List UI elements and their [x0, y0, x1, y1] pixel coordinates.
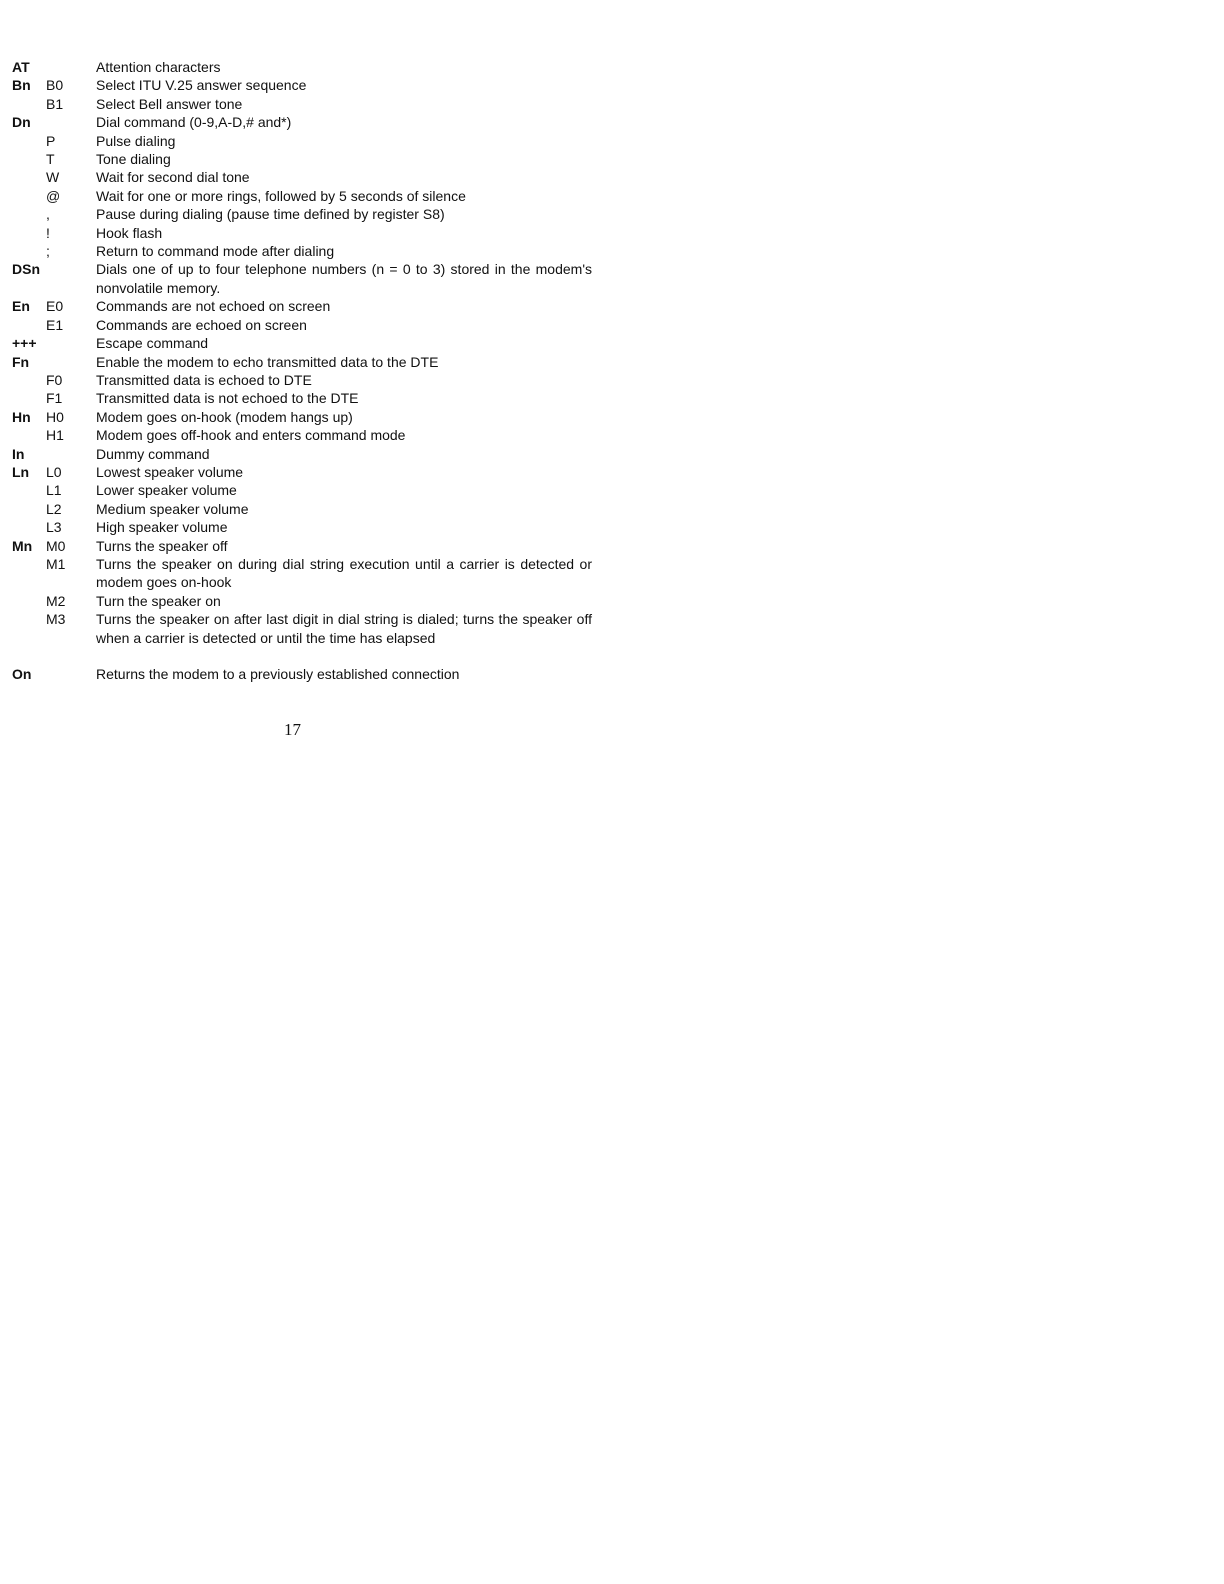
command-description: Select Bell answer tone	[96, 95, 243, 112]
command-description: Wait for one or more rings, followed by 5 seconds of silence	[96, 187, 466, 204]
command-description: Select ITU V.25 answer sequence	[96, 77, 307, 94]
command-row	[12, 371, 592, 389]
command-option: F1	[46, 390, 63, 407]
command-row	[12, 150, 592, 168]
command-row	[12, 463, 592, 481]
command-row	[12, 334, 592, 352]
command-description: Commands are not echoed on screen	[96, 298, 331, 315]
command-row	[12, 537, 592, 555]
command-description: Turns the speaker on during dial string execution until a carrier is detected or modem goes on-hook	[96, 555, 592, 591]
command-name: Hn	[12, 408, 31, 425]
command-description: Turns the speaker on after last digit in dial string is dialed; turns the speaker off when a carrier is detected or until the time has elapsed	[96, 611, 592, 646]
command-name: Mn	[12, 537, 33, 554]
command-option: B0	[46, 77, 64, 94]
command-option: L1	[46, 482, 62, 499]
command-option: M0	[46, 537, 66, 554]
page-number: 17	[284, 720, 301, 739]
command-option: P	[46, 132, 56, 149]
command-description: Transmitted data is not echoed to the DTE	[96, 390, 359, 407]
command-row	[12, 555, 592, 592]
command-description: Dials one of up to four telephone numbers (n = 0 to 3) stored in the modem's nonvolatile memory.	[96, 261, 592, 296]
command-row	[12, 353, 592, 371]
command-row	[12, 610, 592, 647]
command-description: Hook flash	[96, 224, 163, 241]
command-name: +++	[12, 335, 37, 352]
command-name: AT	[12, 59, 30, 75]
command-name: Bn	[12, 77, 31, 94]
command-description: Transmitted data is echoed to DTE	[96, 371, 312, 388]
command-option: L2	[46, 500, 62, 517]
command-description: Dial command (0-9,A-D,# and*)	[96, 114, 292, 131]
command-description: High speaker volume	[96, 519, 228, 536]
command-description: Lowest speaker volume	[96, 463, 244, 480]
command-name: On	[12, 666, 32, 682]
command-row	[12, 168, 592, 186]
command-description: Pause during dialing (pause time defined by register S8)	[96, 206, 445, 223]
command-name: DSn	[12, 261, 40, 278]
command-description: Modem goes on-hook (modem hangs up)	[96, 408, 353, 425]
command-description: Medium speaker volume	[96, 500, 249, 517]
command-row	[12, 518, 592, 536]
command-option: M1	[46, 555, 66, 572]
command-option: T	[46, 151, 55, 168]
command-option: H0	[46, 408, 64, 425]
command-name: Fn	[12, 353, 30, 370]
command-option: M2	[46, 592, 66, 609]
command-row	[12, 132, 592, 150]
at-command-list	[12, 58, 592, 683]
command-description: Returns the modem to a previously established connection	[96, 666, 460, 682]
command-row	[12, 187, 592, 205]
command-row	[12, 113, 592, 131]
command-row	[12, 500, 592, 518]
command-option: L0	[46, 463, 62, 480]
command-row	[12, 224, 592, 242]
command-option: B1	[46, 95, 64, 112]
command-row	[12, 389, 592, 407]
command-option: @	[46, 187, 61, 204]
command-description: Turn the speaker on	[96, 592, 221, 609]
command-row	[12, 445, 592, 463]
command-row	[12, 665, 592, 683]
command-description: Modem goes off-hook and enters command mode	[96, 427, 406, 444]
command-description: Turns the speaker off	[96, 537, 228, 554]
command-description: Dummy command	[96, 445, 210, 462]
command-row	[12, 408, 592, 426]
command-option: ,	[46, 206, 50, 223]
command-description: Lower speaker volume	[96, 482, 237, 499]
command-description: Escape command	[96, 335, 209, 352]
command-row	[12, 76, 592, 94]
command-option: E1	[46, 316, 64, 333]
command-row	[12, 426, 592, 444]
command-description: Commands are echoed on screen	[96, 316, 307, 333]
command-option: H1	[46, 427, 64, 444]
command-description: Attention characters	[96, 59, 221, 75]
command-description: Tone dialing	[96, 151, 171, 168]
command-description: Enable the modem to echo transmitted data to the DTE	[96, 353, 439, 370]
command-row	[12, 95, 592, 113]
command-row	[12, 260, 592, 297]
command-row	[12, 297, 592, 315]
command-option: ;	[46, 243, 50, 260]
command-row	[12, 205, 592, 223]
command-option: L3	[46, 519, 62, 536]
command-row	[12, 316, 592, 334]
command-name: En	[12, 298, 30, 315]
command-option: M3	[46, 611, 66, 628]
command-name: Ln	[12, 463, 30, 480]
command-name: In	[12, 445, 25, 462]
command-name: Dn	[12, 114, 31, 131]
command-row	[12, 592, 592, 610]
command-option: F0	[46, 371, 63, 388]
command-row	[12, 58, 592, 76]
command-option: !	[46, 224, 50, 241]
command-option: E0	[46, 298, 64, 315]
command-description: Wait for second dial tone	[96, 169, 250, 186]
command-description: Return to command mode after dialing	[96, 243, 335, 260]
command-row	[12, 242, 592, 260]
command-row	[12, 481, 592, 499]
command-description: Pulse dialing	[96, 132, 176, 149]
command-option: W	[46, 169, 60, 186]
